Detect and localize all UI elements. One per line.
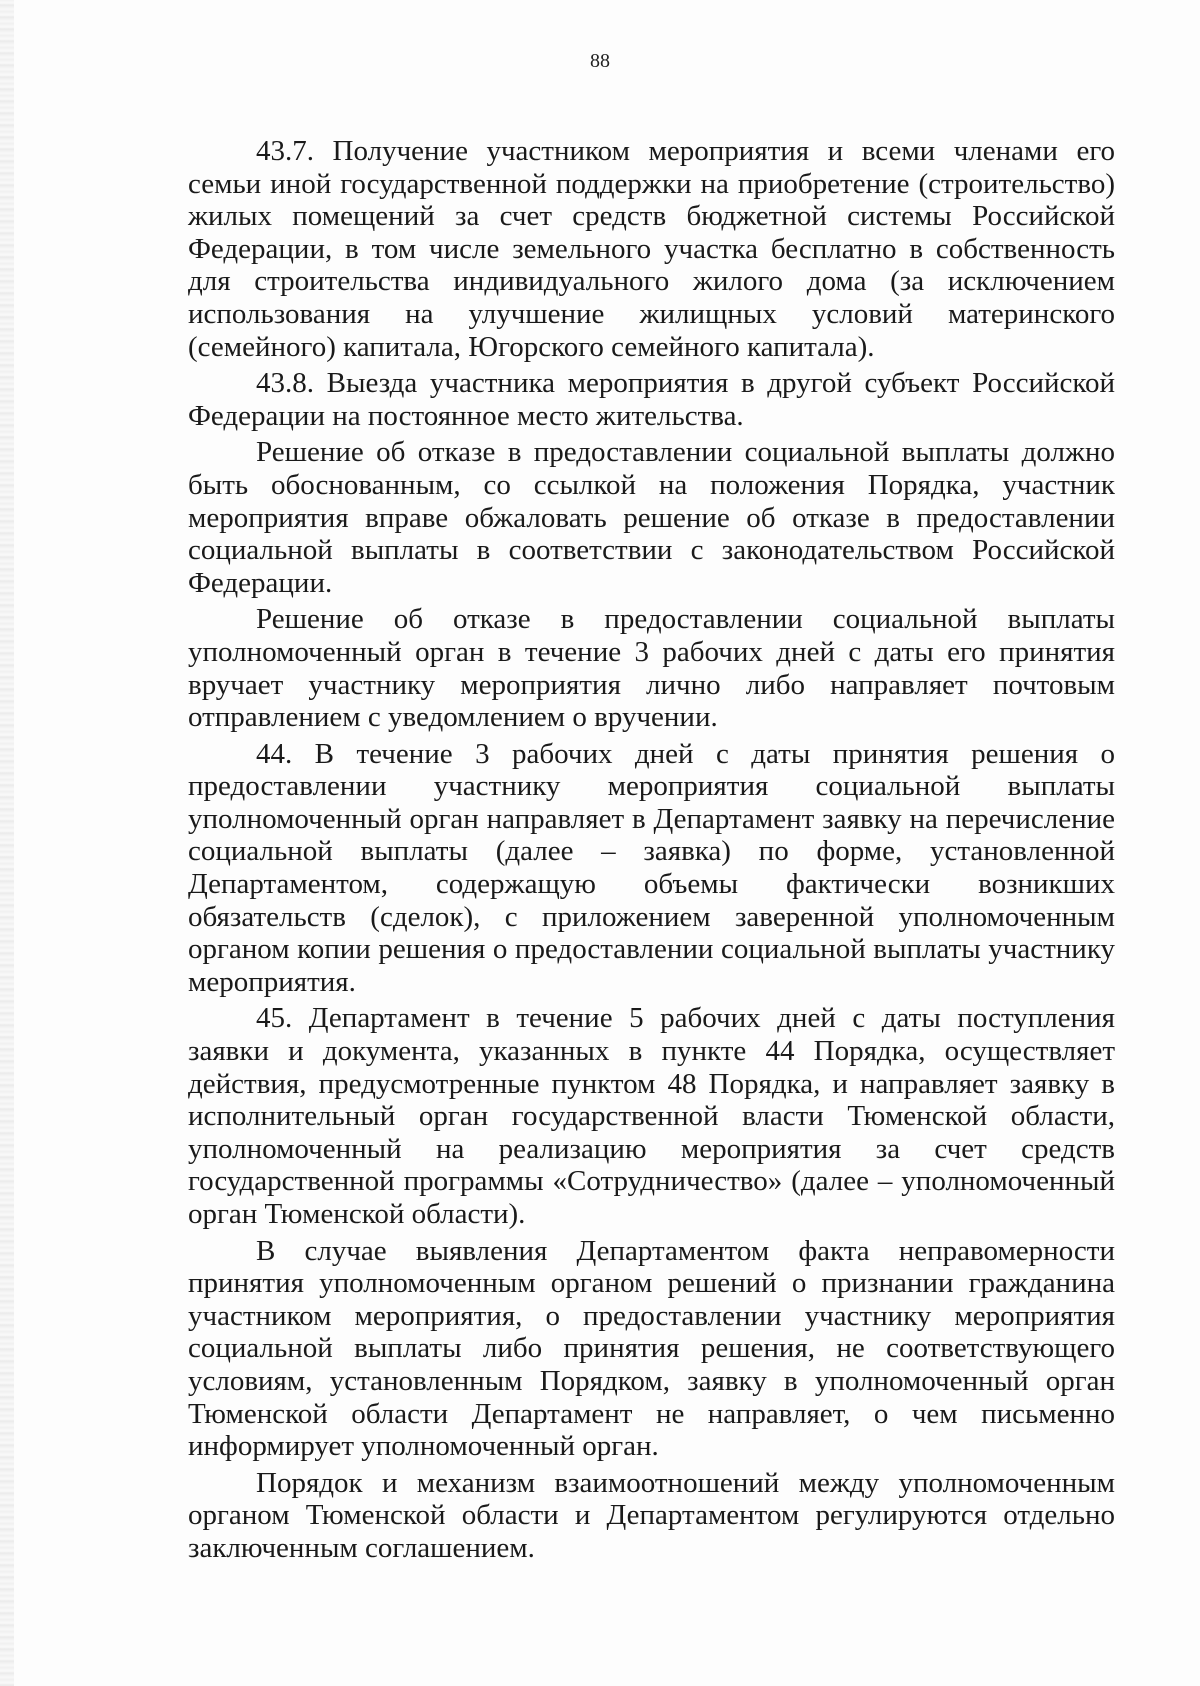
page-number: 88 [590,50,610,72]
scan-edge [0,0,14,1686]
paragraph-refusal-justification: Решение об отказе в предоставлении социальной выплаты должно быть обоснованным, со ссылкой на положения Порядка, участник мероприятия вправе обжаловать решение об отказе в предоставлении социальной выплаты в соответствии с законодательством Российской Федерации. [188,436,1115,599]
paragraph-44: 44. В течение 3 рабочих дней с даты принятия решения о предоставлении участнику мероприятия социальной выплаты уполномоченный орган направляет в Департамент заявку на перечисление социальной выплаты (далее – заявка) по форме, установленной Департаментом, содержащую объемы фактически возникших обязательств (сделок), с приложением заверенной уполномоченным органом копии решения о предоставлении социальной выплаты участнику мероприятия. [188,737,1115,998]
paragraph-45: 45. Департамент в течение 5 рабочих дней с даты поступления заявки и документа, указанных в пункте 44 Порядка, осуществляет действия, предусмотренные пунктом 48 Порядка, и направляет заявку в исполнительный орган государственной власти Тюменской области, уполномоченный на реализацию мероприятия за счет средств государственной программы «Сотрудничество» (далее – уполномоченный орган Тюменской области). [188,1002,1115,1230]
paragraph-43-7: 43.7. Получение участником мероприятия и всеми членами его семьи иной государственной поддержки на приобретение (строительство) жилых помещений за счет средств бюджетной системы Российской Федерации, в том числе земельного участка бесплатно в собственность для строительства индивидуального жилого дома (за исключением использования на улучшение жилищных условий материнского (семейного) капитала, Югорского семейного капитала). [188,135,1115,363]
document-body [188,135,1115,1569]
paragraph-agreement: Порядок и механизм взаимоотношений между уполномоченным органом Тюменской области и Департаментом регулируются отдельно заключенным соглашением. [188,1466,1115,1564]
paragraph-refusal-delivery: Решение об отказе в предоставлении социальной выплаты уполномоченный орган в течение 3 рабочих дней с даты его принятия вручает участнику мероприятия лично либо направляет почтовым отправлением с уведомлением о вручении. [188,603,1115,734]
paragraph-illegality-case: В случае выявления Департаментом факта неправомерности принятия уполномоченным органом решений о признании гражданина участником мероприятия, о предоставлении участнику мероприятия социальной выплаты либо принятия решения, не соответствующего условиям, установленным Порядком, заявку в уполномоченный орган Тюменской области Департамент не направляет, о чем письменно информирует уполномоченный орган. [188,1234,1115,1463]
paragraph-43-8: 43.8. Выезда участника мероприятия в другой субъект Российской Федерации на постоянное место жительства. [188,367,1115,432]
